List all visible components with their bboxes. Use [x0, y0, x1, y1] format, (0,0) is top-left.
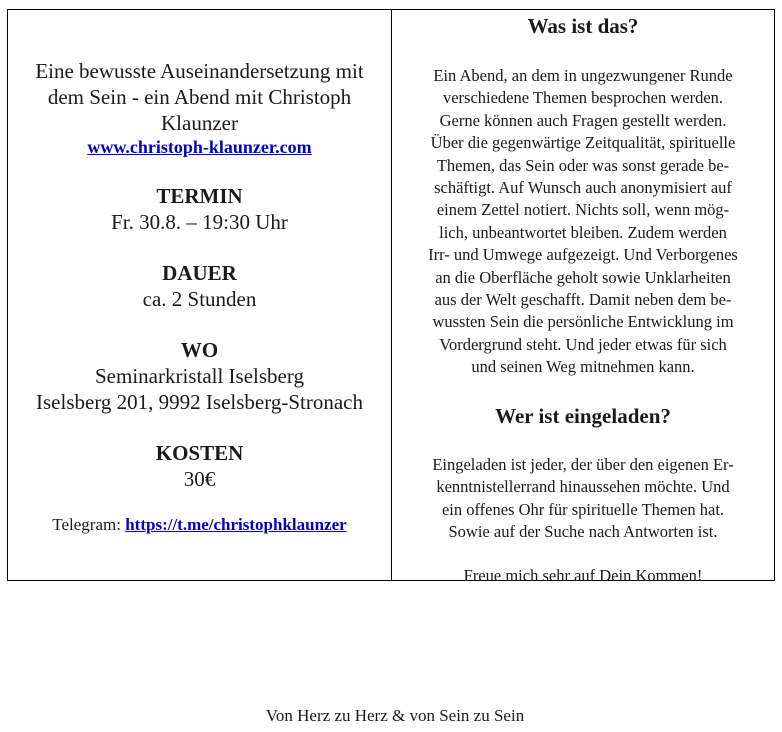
invitation-paragraph	[398, 454, 768, 544]
description-line: Themen, das Sein oder was sonst gerade be-	[436, 155, 730, 175]
description-line: Über die gegenwärtige Zeitqualität, spirituelle	[430, 133, 736, 153]
telegram-line	[16, 514, 383, 536]
invitation-line: kenntnistellerrand hinaussehen möchte. Und	[436, 477, 730, 497]
description-line: Vordergrund steht. Und jeder etwas für sich	[439, 334, 727, 354]
left-column	[8, 10, 392, 580]
right-column	[392, 10, 774, 586]
description-line: einem Zettel notiert. Nichts soll, wenn mög-	[436, 200, 730, 220]
kosten-value: 30€	[183, 467, 216, 491]
description-line: verschiedene Themen besprochen werden.	[442, 88, 724, 108]
description-line: an die Oberfläche geholt sowie Unklarheiten	[435, 267, 731, 287]
telegram-label: Telegram:	[52, 515, 121, 534]
intro-line: Eine bewusste Auseinandersetzung mit	[35, 59, 364, 83]
closing-text: Freue mich sehr auf Dein Kommen!	[463, 566, 703, 586]
website-link[interactable]: www.christoph-klaunzer.com	[87, 137, 312, 157]
invitation-line: ein offenes Ohr für spirituelle Themen hat.	[441, 499, 725, 519]
termin-title: TERMIN	[156, 184, 243, 208]
wo-title: WO	[180, 338, 219, 362]
heading-what-is-it: Was ist das?	[527, 14, 639, 38]
intro-text	[16, 58, 383, 136]
dauer-section	[16, 260, 383, 312]
description-line: Gerne können auch Fragen gestellt werden.	[439, 110, 727, 130]
termin-value: Fr. 30.8. – 19:30 Uhr	[111, 210, 288, 234]
wo-section	[16, 337, 383, 415]
wo-venue: Seminarkristall Iselsberg	[95, 364, 304, 388]
kosten-section	[16, 440, 383, 492]
description-line: Ein Abend, an dem in ungezwungener Runde	[433, 66, 733, 85]
wo-address: Iselsberg 201, 9992 Iselsberg-Stronach	[36, 390, 363, 414]
description-line: aus der Welt geschafft. Damit neben dem be-	[434, 290, 732, 310]
description-line: wussten Sein die persönliche Entwicklung im	[432, 312, 734, 332]
info-table	[7, 9, 775, 586]
description-paragraph	[398, 65, 768, 379]
intro-line: Klaunzer	[161, 111, 238, 135]
telegram-link[interactable]: https://t.me/christophklaunzer	[125, 515, 347, 534]
footer-tagline: Von Herz zu Herz & von Sein zu Sein	[265, 706, 525, 725]
description-line: und seinen Weg mitnehmen kann.	[471, 357, 695, 377]
invitation-line: Eingeladen ist jeder, der über den eigenen Er-	[432, 454, 734, 474]
description-line: Irr- und Umwege aufgezeigt. Und Verborgenes	[428, 245, 738, 265]
dauer-title: DAUER	[162, 261, 237, 285]
kosten-title: KOSTEN	[155, 441, 244, 465]
intro-line: dem Sein - ein Abend mit Christoph	[47, 85, 352, 109]
description-line: schäftigt. Auf Wunsch auch anonymisiert auf	[434, 178, 732, 198]
invitation-line: Sowie auf der Suche nach Antworten ist.	[448, 521, 718, 541]
termin-section	[16, 183, 383, 235]
description-line: lich, unbeantwortet bleiben. Zudem werden	[439, 222, 727, 242]
heading-who-is-invited: Wer ist eingeladen?	[495, 403, 671, 428]
dauer-value: ca. 2 Stunden	[142, 287, 257, 311]
